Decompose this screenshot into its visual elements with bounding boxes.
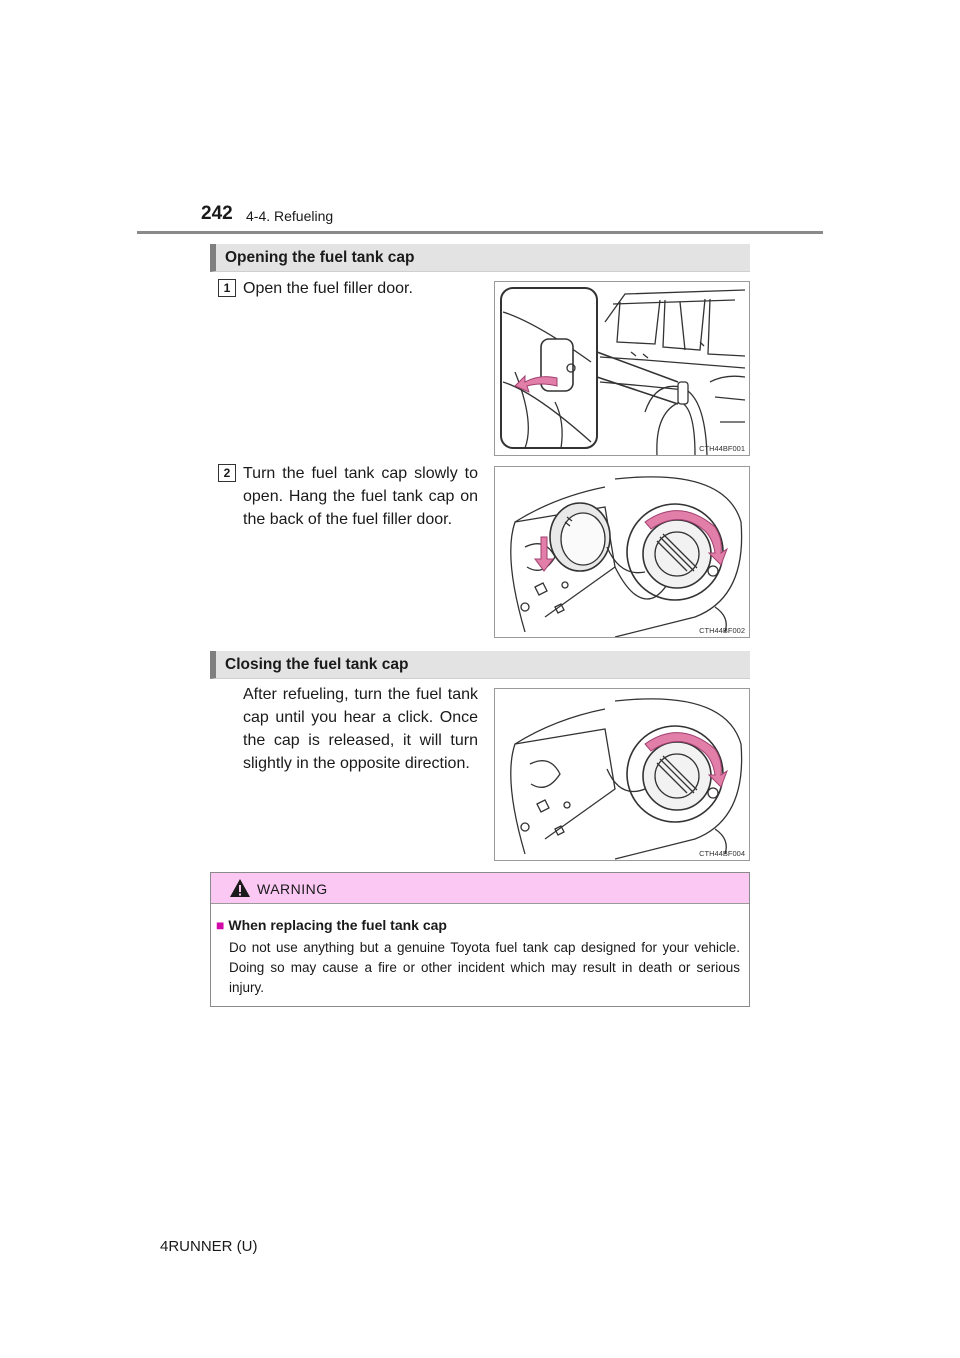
figure-open-filler-door xyxy=(494,281,750,456)
step-2-text: Turn the fuel tank cap slowly to open. Hang the fuel tank cap on the back of the fuel filler door. xyxy=(243,465,478,528)
section-label: 4-4. Refueling xyxy=(246,208,334,224)
figure-code-1: CTH44BF001 xyxy=(699,444,745,453)
section-heading-closing-label: Closing the fuel tank cap xyxy=(225,656,409,673)
warning-header xyxy=(211,873,749,904)
closing-text: After refueling, turn the fuel tank cap until you hear a click. Once the cap is released, it will turn slightly in the opposite direction. xyxy=(243,686,478,772)
figure-code-2: CTH44BF002 xyxy=(699,626,745,635)
cap-closing-illustration xyxy=(495,689,749,860)
step-1-text: Open the fuel filler door. xyxy=(243,280,413,297)
cap-removal-illustration xyxy=(495,467,749,637)
section-heading-opening-label: Opening the fuel tank cap xyxy=(225,249,415,266)
page-number: 242 xyxy=(201,203,233,224)
step-badge-1: 1 xyxy=(218,279,236,297)
footer-model: 4RUNNER (U) xyxy=(160,1238,258,1255)
header-rule xyxy=(137,231,823,234)
warning-heading-text: When replacing the fuel tank cap xyxy=(228,917,447,933)
warning-label: WARNING xyxy=(257,881,328,897)
section-heading-opening xyxy=(210,244,750,272)
warning-heading-marker: ■ xyxy=(216,917,225,933)
step-badge-2: 2 xyxy=(218,464,236,482)
section-heading-closing xyxy=(210,651,750,679)
warning-box xyxy=(210,872,750,1007)
warning-triangle-icon xyxy=(229,878,251,898)
warning-body-text: Do not use anything but a genuine Toyota fuel tank cap designed for your vehicle. Doing so may cause a fire or other incident which may result in death or serious injury. xyxy=(229,940,740,995)
figure-code-3: CTH44BF004 xyxy=(699,849,745,858)
filler-door-illustration xyxy=(495,282,749,455)
figure-close-cap xyxy=(494,688,750,861)
warning-heading xyxy=(216,917,447,933)
figure-remove-cap xyxy=(494,466,750,638)
